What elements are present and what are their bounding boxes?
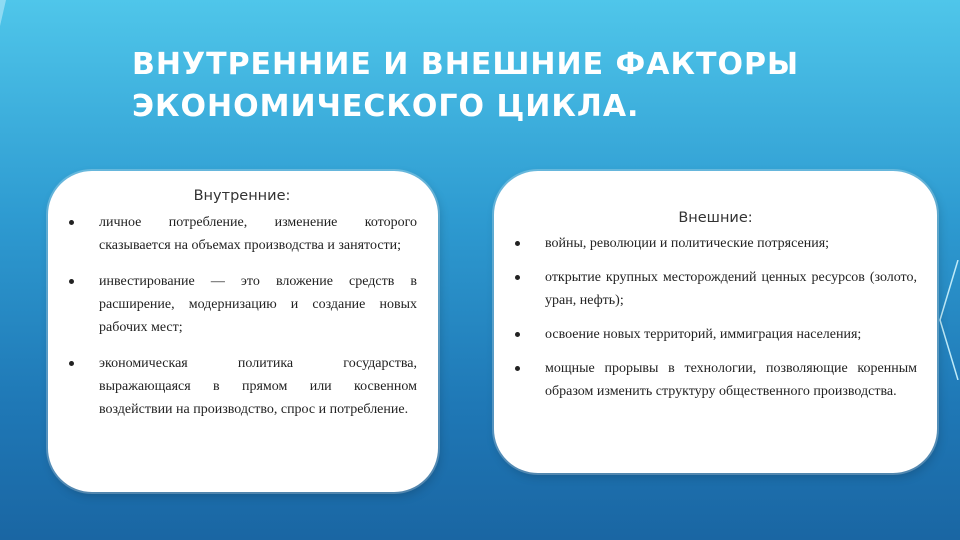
bullet-icon bbox=[69, 220, 74, 225]
external-factors-panel bbox=[494, 171, 937, 473]
slide-title: ВНУТРЕННИЕ И ВНЕШНИЕ ФАКТОРЫ ЭКОНОМИЧЕСКОГО ЦИКЛА. bbox=[132, 47, 800, 124]
external-factors-heading: Внешние: bbox=[678, 210, 753, 226]
list-item bbox=[69, 270, 417, 339]
bullet-icon bbox=[69, 279, 74, 284]
list-item-text: экономическая политика государства, выражающаяся в прямом или косвенном воздействии на производство, спрос и потребление. bbox=[99, 356, 417, 417]
list-item bbox=[515, 357, 917, 403]
external-factors-list bbox=[515, 232, 917, 414]
internal-factors-list bbox=[69, 211, 417, 434]
list-item-text: личное потребление, изменение которого сказывается на объемах производства и занятости; bbox=[99, 215, 417, 253]
list-item-text: открытие крупных месторождений ценных ресурсов (золото, уран, нефть); bbox=[545, 270, 917, 308]
next-arrow-accent bbox=[938, 260, 960, 380]
list-item-text: инвестирование — это вложение средств в расширение, модернизацию и создание новых рабочих мест; bbox=[99, 274, 417, 335]
list-item bbox=[515, 232, 917, 255]
list-item bbox=[69, 211, 417, 257]
list-item-text: войны, революции и политические потрясения; bbox=[545, 236, 830, 251]
list-item bbox=[515, 266, 917, 312]
list-item bbox=[515, 323, 917, 346]
bullet-icon bbox=[69, 361, 74, 366]
internal-factors-panel bbox=[48, 171, 438, 492]
corner-accent-left bbox=[0, 0, 8, 28]
list-item-text: мощные прорывы в технологии, позволяющие коренным образом изменить структуру общественного производства. bbox=[545, 361, 917, 399]
bullet-icon bbox=[515, 241, 520, 246]
bullet-icon bbox=[515, 275, 520, 280]
list-item-text: освоение новых территорий, иммиграция населения; bbox=[545, 327, 862, 342]
bullet-icon bbox=[515, 332, 520, 337]
list-item bbox=[69, 352, 417, 421]
bullet-icon bbox=[515, 366, 520, 371]
internal-factors-heading: Внутренние: bbox=[193, 188, 291, 204]
